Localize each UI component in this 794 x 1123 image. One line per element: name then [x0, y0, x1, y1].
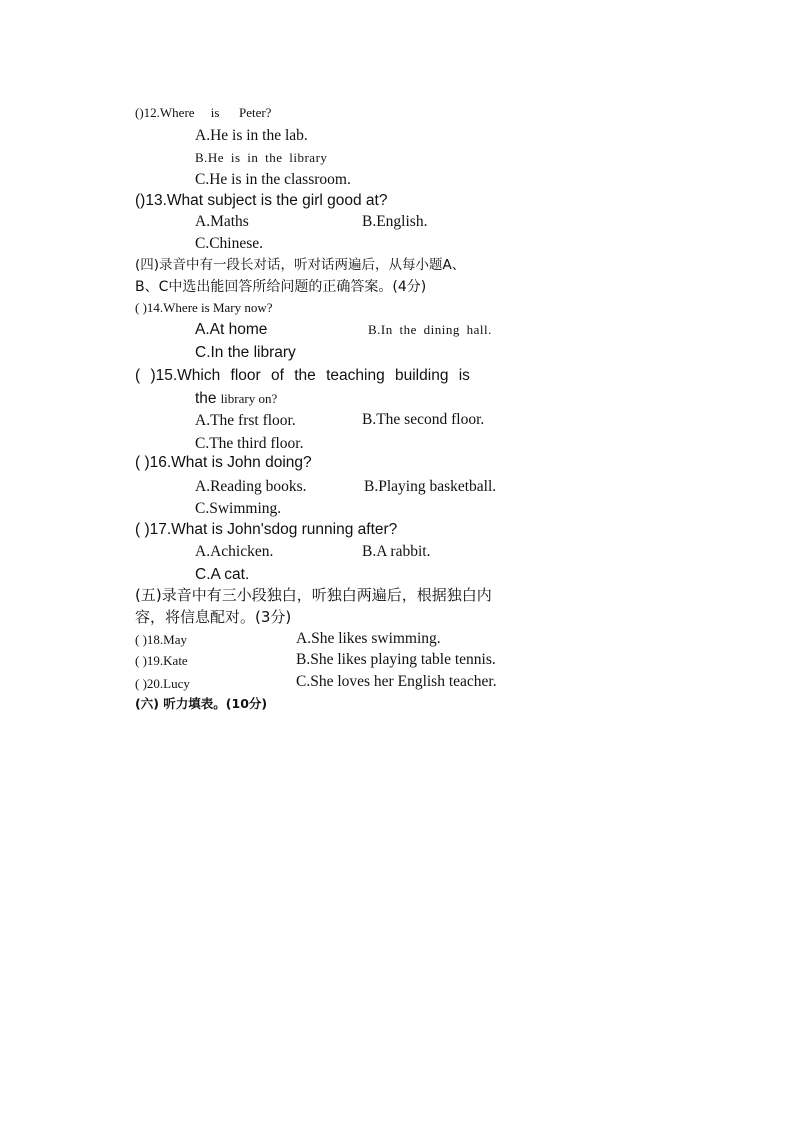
- question-15-option-b: B.The second floor.: [362, 411, 485, 428]
- question-14-option-b: B.In the dining hall.: [368, 322, 492, 337]
- question-14-option-a: A.At home: [195, 321, 268, 338]
- matching-option-a: A.She likes swimming.: [296, 630, 441, 647]
- question-15-option-a: A.The frst floor.: [195, 412, 296, 429]
- question-13-option-c: C.Chinese.: [195, 235, 264, 252]
- question-16-option-a: A.Reading books.: [195, 478, 307, 495]
- matching-item-18-stem: ( )18.May: [135, 632, 187, 647]
- section-4-instruction-line-2: B、C中选出能回答所给问题的正确答案。(4分): [135, 279, 427, 295]
- section-5-instruction-line-1: (五)录音中有三小段独白，听独白两遍后，根据独白内: [135, 586, 492, 604]
- section-4-instruction-line-1: (四)录音中有一段长对话，听对话两遍后，从每小题A、: [135, 257, 466, 273]
- question-14-option-c: C.In the library: [195, 344, 296, 361]
- section-5-instruction-line-2: 容，将信息配对。(3分): [135, 608, 292, 626]
- question-12-option-a: A.He is in the lab.: [195, 127, 308, 144]
- question-17-option-b: B.A rabbit.: [362, 543, 431, 560]
- section-6-title: (六) 听力填表。(10分): [135, 696, 268, 711]
- question-15-option-c: C.The third floor.: [195, 435, 304, 452]
- question-15-stem-line-1: ( )15.Which floor of the teaching building is: [135, 367, 470, 384]
- question-13-stem: ()13.What subject is the girl good at?: [135, 192, 388, 209]
- question-16-option-c: C.Swimming.: [195, 500, 282, 517]
- question-17-option-c: C.A cat.: [195, 566, 250, 583]
- matching-option-c: C.She loves her English teacher.: [296, 673, 497, 690]
- matching-item-19-stem: ( )19.Kate: [135, 653, 188, 668]
- question-13-option-b: B.English.: [362, 213, 428, 230]
- question-15-stem-library: library on?: [220, 391, 278, 406]
- matching-option-b: B.She likes playing table tennis.: [296, 651, 496, 668]
- question-12-option-c: C.He is in the classroom.: [195, 171, 351, 188]
- question-12-option-b: B.He is in the library: [195, 150, 328, 165]
- question-15-stem-line-2: [195, 391, 277, 407]
- question-16-stem: ( )16.What is John doing?: [135, 454, 312, 471]
- question-17-stem: ( )17.What is John'sdog running after?: [135, 521, 398, 538]
- question-16-option-b: B.Playing basketball.: [364, 478, 497, 495]
- question-15-stem-the: the: [195, 390, 217, 407]
- question-17-option-a: A.Achicken.: [195, 543, 274, 560]
- matching-item-20-stem: ( )20.Lucy: [135, 676, 190, 691]
- question-14-stem: ( )14.Where is Mary now?: [135, 300, 273, 315]
- question-13-option-a: A.Maths: [195, 213, 249, 230]
- question-12-stem: ()12.Where is Peter?: [135, 105, 272, 120]
